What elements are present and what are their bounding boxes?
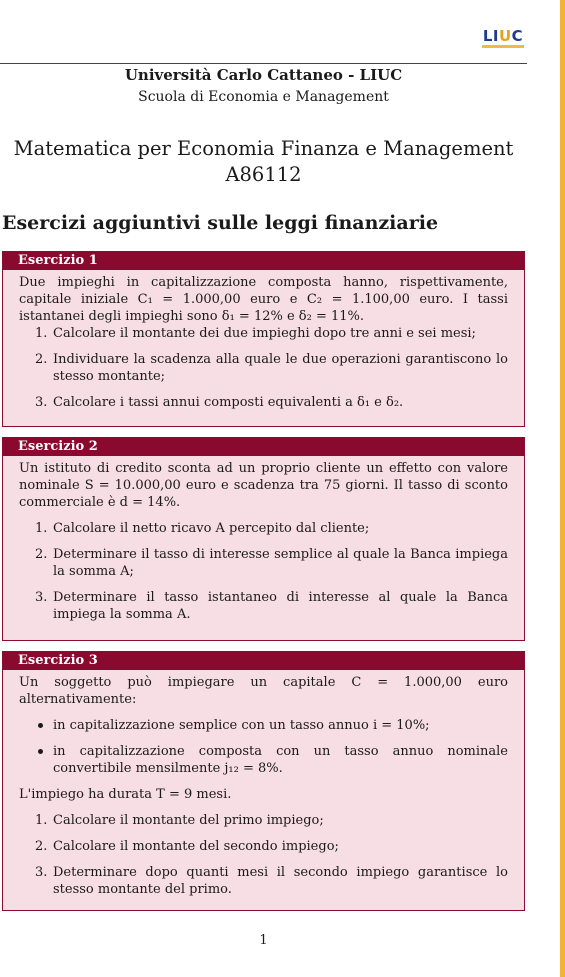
list-item: 2. Individuare la scadenza alla quale le due operazioni garantiscono lo stesso montante; (35, 352, 508, 384)
page-number: 1 (259, 933, 268, 948)
exercise-1-box (2, 251, 525, 427)
list-item: 3. Calcolare i tassi annui composti equivalenti a δ₁ e δ₂. (35, 395, 404, 410)
liuc-logo (480, 28, 526, 48)
exercise-3-list (19, 812, 508, 898)
header-rule (0, 63, 527, 64)
list-item: 1. Calcolare il montante dei due impieghi dopo tre anni e sei mesi; (35, 326, 476, 341)
logo-text: LIUC (482, 27, 524, 45)
exercise-2-box (2, 437, 525, 641)
logo-underline (482, 45, 524, 48)
list-item: 1. Calcolare il netto ricavo A percepito dal cliente; (35, 521, 370, 536)
exercise-1-title: Esercizio 1 (3, 252, 524, 270)
university-name: Università Carlo Cattaneo - LIUC (124, 66, 403, 84)
exercise-3-box (2, 651, 525, 911)
list-item: 3. Determinare il tasso istantaneo di interesse al quale la Banca impiega la somma A. (35, 590, 508, 622)
list-item: in capitalizzazione composta con un tasso annuo nominale convertibile mensilmente j₁₂ = 8%. (19, 743, 508, 777)
section-title: Esercizi aggiuntivi sulle leggi finanziarie (2, 212, 439, 234)
exercise-2-list (19, 520, 508, 623)
course-code: A86112 (225, 163, 302, 186)
exercise-2-title: Esercizio 2 (3, 438, 524, 456)
list-item: in capitalizzazione semplice con un tasso annuo i = 10%; (19, 717, 508, 734)
list-item: 2. Determinare il tasso di interesse semplice al quale la Banca impiega la somma A; (35, 547, 508, 579)
exercise-1-intro: Due impieghi in capitalizzazione composta hanno, rispettivamente, capitale iniziale C₁ = 1.000,00 euro e C₂ = 1.100,00 euro. I tassi istantanei degli impieghi sono δ₁ = 12% e δ₂ = 11%. (19, 275, 508, 324)
side-accent-bar (560, 0, 565, 977)
exercise-1-list (19, 325, 508, 411)
list-item: 1. Calcolare il montante del primo impiego; (35, 813, 324, 828)
course-title: Matematica per Economia Finanza e Management (13, 137, 514, 160)
bullet-icon (38, 749, 43, 754)
bullet-icon (38, 723, 43, 728)
school-name: Scuola di Economia e Management (138, 89, 389, 105)
exercise-3-duration: L'impiego ha durata T = 9 mesi. (19, 787, 232, 802)
list-item: 2. Calcolare il montante del secondo impiego; (35, 839, 339, 854)
exercise-3-title: Esercizio 3 (3, 652, 524, 670)
exercise-2-intro: Un istituto di credito sconta ad un proprio cliente un effetto con valore nominale S = 10.000,00 euro e scadenza tra 75 giorni. Il tasso di sconto commerciale è d = 14%. (19, 461, 508, 510)
exercise-3-intro: Un soggetto può impiegare un capitale C = 1.000,00 euro alternativamente: (19, 675, 508, 707)
course-title-block (0, 136, 527, 188)
exercise-3-bullets (19, 717, 508, 777)
list-item: 3. Determinare dopo quanti mesi il secondo impiego garantisce lo stesso montante del primo. (35, 865, 508, 897)
